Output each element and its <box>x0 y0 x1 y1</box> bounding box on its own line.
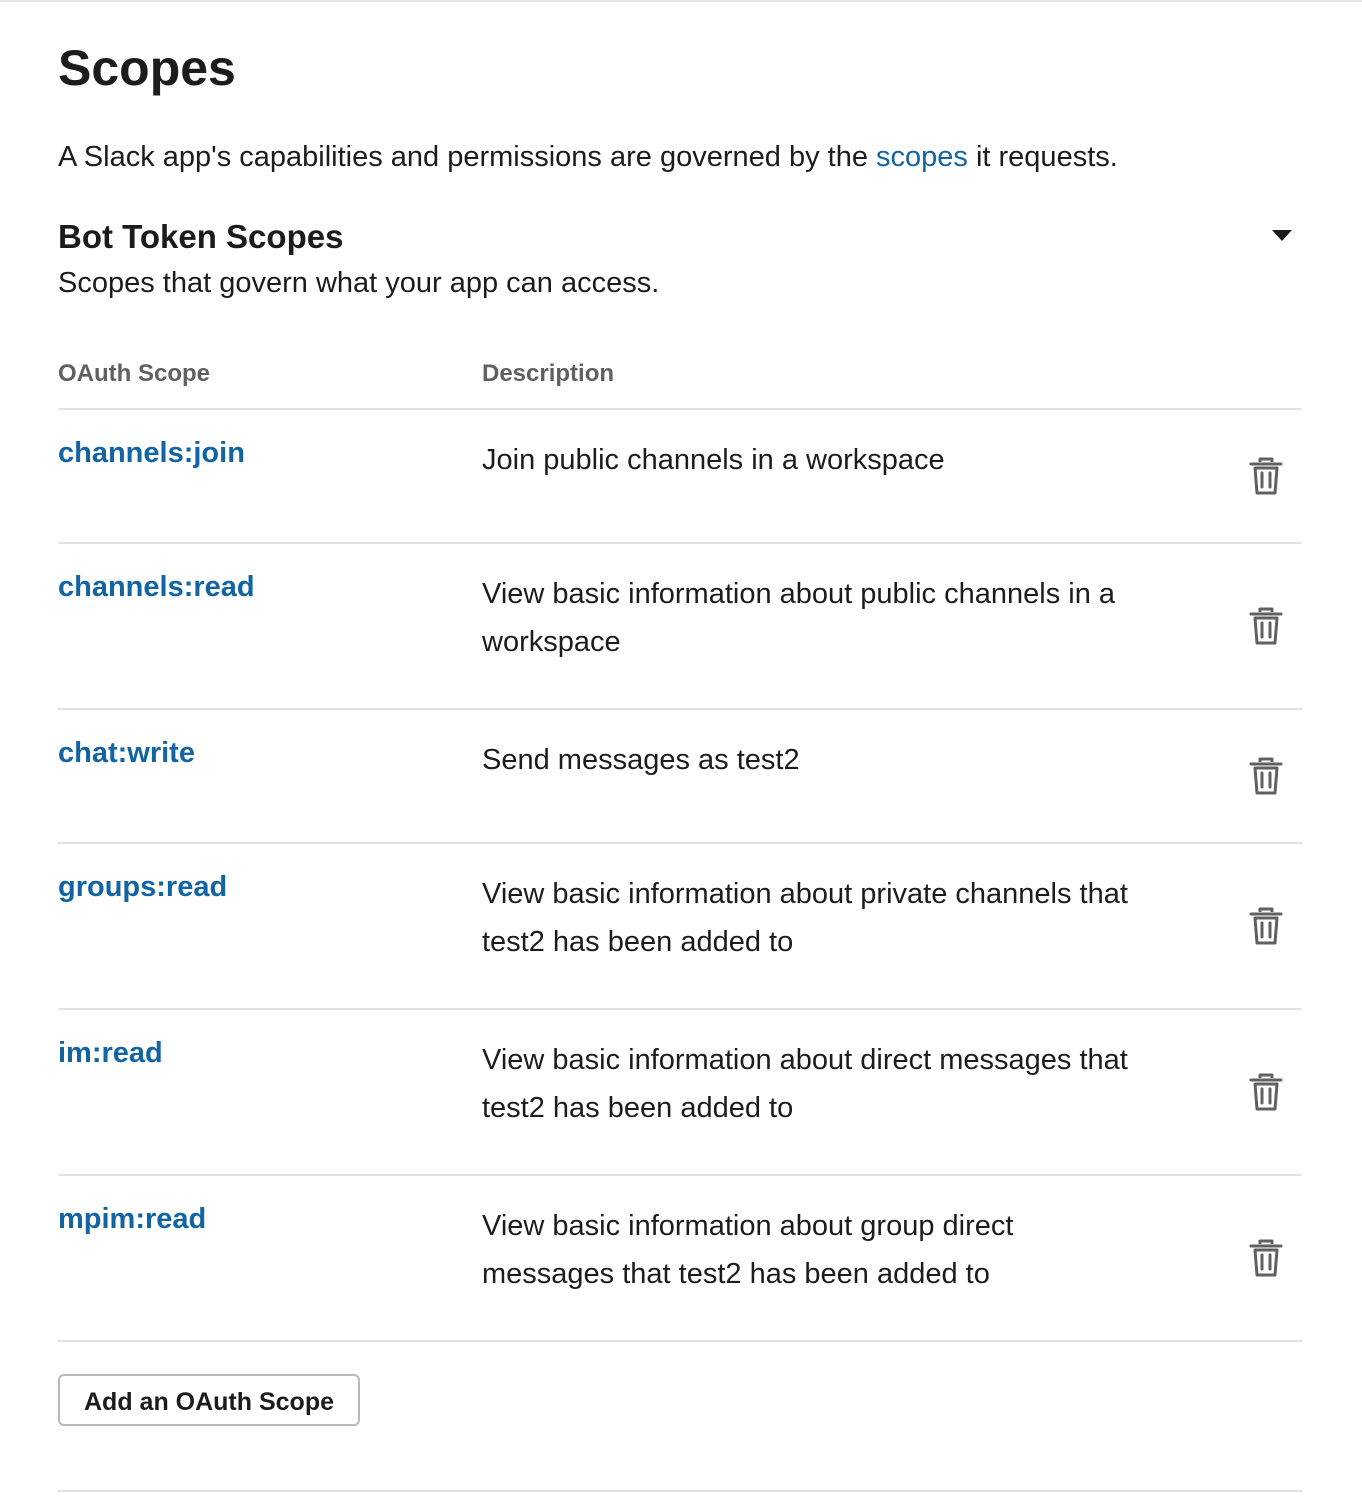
trash-icon[interactable] <box>1248 606 1284 646</box>
add-oauth-scope-button[interactable]: Add an OAuth Scope <box>58 1374 360 1426</box>
scope-name-link[interactable]: mpim:read <box>58 1203 207 1235</box>
scope-description: Join public channels in a workspace <box>482 444 945 476</box>
table-row <box>58 544 1302 710</box>
scope-description: View basic information about direct messages that test2 has been added to <box>482 1044 1128 1124</box>
trash-icon[interactable] <box>1248 456 1284 496</box>
trash-icon[interactable] <box>1248 1072 1284 1112</box>
section-title: Bot Token Scopes <box>58 218 344 255</box>
scope-name-link[interactable]: channels:read <box>58 571 255 603</box>
caret-down-icon[interactable] <box>1272 230 1292 241</box>
scopes-link[interactable]: scopes <box>876 141 968 173</box>
top-divider <box>0 0 1362 2</box>
section-subtitle: Scopes that govern what your app can access. <box>58 267 660 299</box>
column-header-scope: OAuth Scope <box>58 360 211 387</box>
scope-name-link[interactable]: chat:write <box>58 737 195 769</box>
column-header-description: Description <box>482 360 615 387</box>
scope-description: View basic information about group direct messages that test2 has been added to <box>482 1210 1014 1290</box>
table-row <box>58 1176 1302 1342</box>
trash-icon[interactable] <box>1248 906 1284 946</box>
scope-description: View basic information about private channels that test2 has been added to <box>482 878 1128 958</box>
table-row <box>58 710 1302 844</box>
intro-text-start: A Slack app's capabilities and permissions are governed by the <box>58 141 877 173</box>
trash-icon[interactable] <box>1248 1238 1284 1278</box>
scope-name-link[interactable]: im:read <box>58 1037 163 1069</box>
page-title: Scopes <box>58 40 236 96</box>
trash-icon[interactable] <box>1248 756 1284 796</box>
scope-name-link[interactable]: channels:join <box>58 437 245 469</box>
scope-description: View basic information about public channels in a workspace <box>482 578 1116 658</box>
scopes-panel <box>58 36 1302 1492</box>
bot-token-scopes-header <box>58 216 1302 302</box>
bottom-divider <box>58 1490 1302 1492</box>
table-row <box>58 1010 1302 1176</box>
scopes-table-header <box>58 358 1302 410</box>
scope-description: Send messages as test2 <box>482 744 800 776</box>
scope-name-link[interactable]: groups:read <box>58 871 228 903</box>
table-row <box>58 844 1302 1010</box>
intro-text <box>58 138 1302 176</box>
intro-text-end: it requests. <box>967 141 1118 173</box>
table-row <box>58 410 1302 544</box>
